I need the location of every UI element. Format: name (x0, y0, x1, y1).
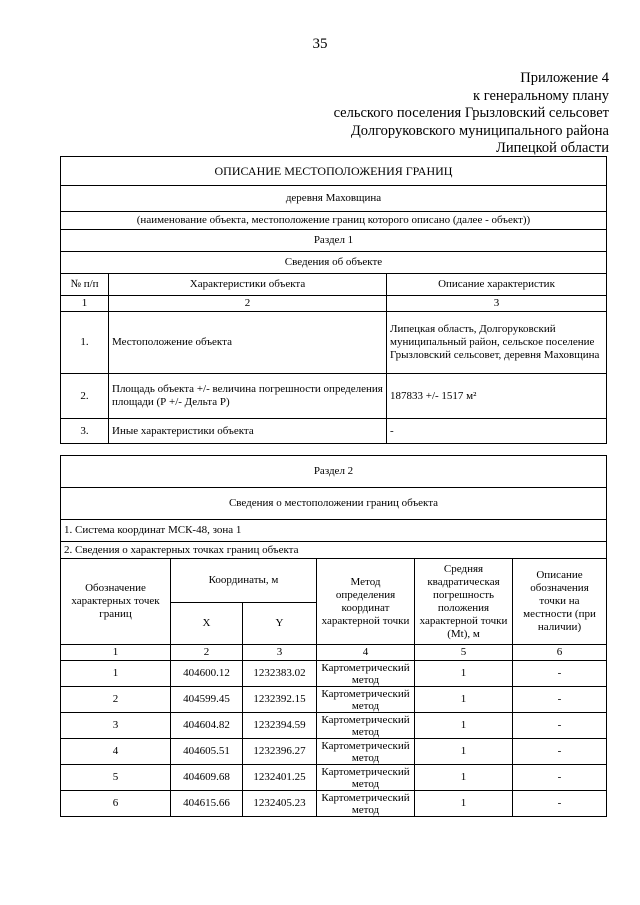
point-description: - (513, 687, 607, 713)
document-title: ОПИСАНИЕ МЕСТОПОЛОЖЕНИЯ ГРАНИЦ (61, 157, 607, 186)
point-id: 1 (61, 661, 171, 687)
appendix-line: Липецкой области (496, 140, 609, 156)
section1-block (60, 156, 607, 444)
row-characteristic: Площадь объекта +/- величина погрешности определения площади (Р +/- Дельта Р) (109, 374, 387, 419)
point-x: 404615.66 (171, 791, 243, 817)
table-row (61, 374, 607, 419)
col-header-y: Y (243, 603, 317, 645)
point-x: 404599.45 (171, 687, 243, 713)
point-error: 1 (415, 661, 513, 687)
row-characteristic: Иные характеристики объекта (109, 419, 387, 444)
point-id: 3 (61, 713, 171, 739)
col-header-designation: Обозначение характерных точек границ (61, 559, 171, 645)
col-number: 5 (415, 645, 513, 661)
section2-subtitle: Сведения о местоположении границ объекта (61, 488, 607, 520)
point-description: - (513, 713, 607, 739)
point-x: 404600.12 (171, 661, 243, 687)
appendix-note (334, 70, 609, 158)
col-header-coords: Координаты, м (171, 559, 317, 603)
col-number: 4 (317, 645, 415, 661)
appendix-line: Приложение 4 (520, 70, 609, 86)
row-description: Липецкая область, Долгоруковский муниципальный район, сельское поселение Грызловский сельсовет, деревня Маховщина (387, 312, 607, 374)
point-id: 6 (61, 791, 171, 817)
section1-table (60, 156, 607, 444)
point-y: 1232394.59 (243, 713, 317, 739)
col-header-characteristic: Характеристики объекта (109, 274, 387, 296)
col-header-error: Средняя квадратическая погрешность положения характерной точки (Mt), м (415, 559, 513, 645)
point-x: 404604.82 (171, 713, 243, 739)
object-caption: (наименование объекта, местоположение границ которого описано (далее - объект)) (61, 212, 607, 230)
col-number: 2 (171, 645, 243, 661)
point-error: 1 (415, 739, 513, 765)
point-y: 1232396.27 (243, 739, 317, 765)
table-row (61, 312, 607, 374)
section1-title: Раздел 1 (61, 230, 607, 252)
page-number: 35 (312, 36, 328, 52)
col-header-x: X (171, 603, 243, 645)
table-row (61, 661, 607, 687)
col-number: 1 (61, 645, 171, 661)
object-name: деревня Маховщина (61, 186, 607, 212)
col-header-num: № п/п (61, 274, 109, 296)
point-error: 1 (415, 713, 513, 739)
point-error: 1 (415, 687, 513, 713)
point-y: 1232392.15 (243, 687, 317, 713)
point-error: 1 (415, 765, 513, 791)
section2-table (60, 455, 607, 817)
row-num: 1. (61, 312, 109, 374)
point-method: Картометрический метод (317, 661, 415, 687)
points-caption: 2. Сведения о характерных точках границ объекта (61, 542, 607, 559)
col-number: 3 (387, 296, 607, 312)
coordinate-system: 1. Система координат МСК-48, зона 1 (61, 520, 607, 542)
point-description: - (513, 765, 607, 791)
point-method: Картометрический метод (317, 765, 415, 791)
point-method: Картометрический метод (317, 791, 415, 817)
appendix-line: сельского поселения Грызловский сельсовет (333, 105, 609, 121)
section2-block (60, 455, 607, 817)
col-header-description: Описание характеристик (387, 274, 607, 296)
appendix-line: к генеральному плану (473, 87, 609, 104)
section1-subtitle: Сведения об объекте (61, 252, 607, 274)
table-row (61, 419, 607, 444)
point-id: 4 (61, 739, 171, 765)
point-y: 1232383.02 (243, 661, 317, 687)
row-num: 3. (61, 419, 109, 444)
row-characteristic: Местоположение объекта (109, 312, 387, 374)
point-method: Картометрический метод (317, 687, 415, 713)
table-row (61, 713, 607, 739)
col-number: 3 (243, 645, 317, 661)
table-row (61, 687, 607, 713)
row-description: - (387, 419, 607, 444)
point-id: 5 (61, 765, 171, 791)
point-error: 1 (415, 791, 513, 817)
table-row (61, 791, 607, 817)
point-x: 404605.51 (171, 739, 243, 765)
point-id: 2 (61, 687, 171, 713)
row-description: 187833 +/- 1517 м² (387, 374, 607, 419)
col-number: 2 (109, 296, 387, 312)
point-y: 1232405.23 (243, 791, 317, 817)
col-number: 1 (61, 296, 109, 312)
col-header-point-description: Описание обозначения точки на местности (при наличии) (513, 559, 607, 645)
col-header-method: Метод определения координат характерной точки (317, 559, 415, 645)
point-description: - (513, 739, 607, 765)
point-method: Картометрический метод (317, 713, 415, 739)
point-description: - (513, 791, 607, 817)
col-number: 6 (513, 645, 607, 661)
table-row (61, 739, 607, 765)
appendix-line: Долгоруковского муниципального района (350, 122, 609, 139)
row-num: 2. (61, 374, 109, 419)
point-method: Картометрический метод (317, 739, 415, 765)
section2-title: Раздел 2 (61, 456, 607, 488)
point-y: 1232401.25 (243, 765, 317, 791)
point-x: 404609.68 (171, 765, 243, 791)
point-description: - (513, 661, 607, 687)
table-row (61, 765, 607, 791)
